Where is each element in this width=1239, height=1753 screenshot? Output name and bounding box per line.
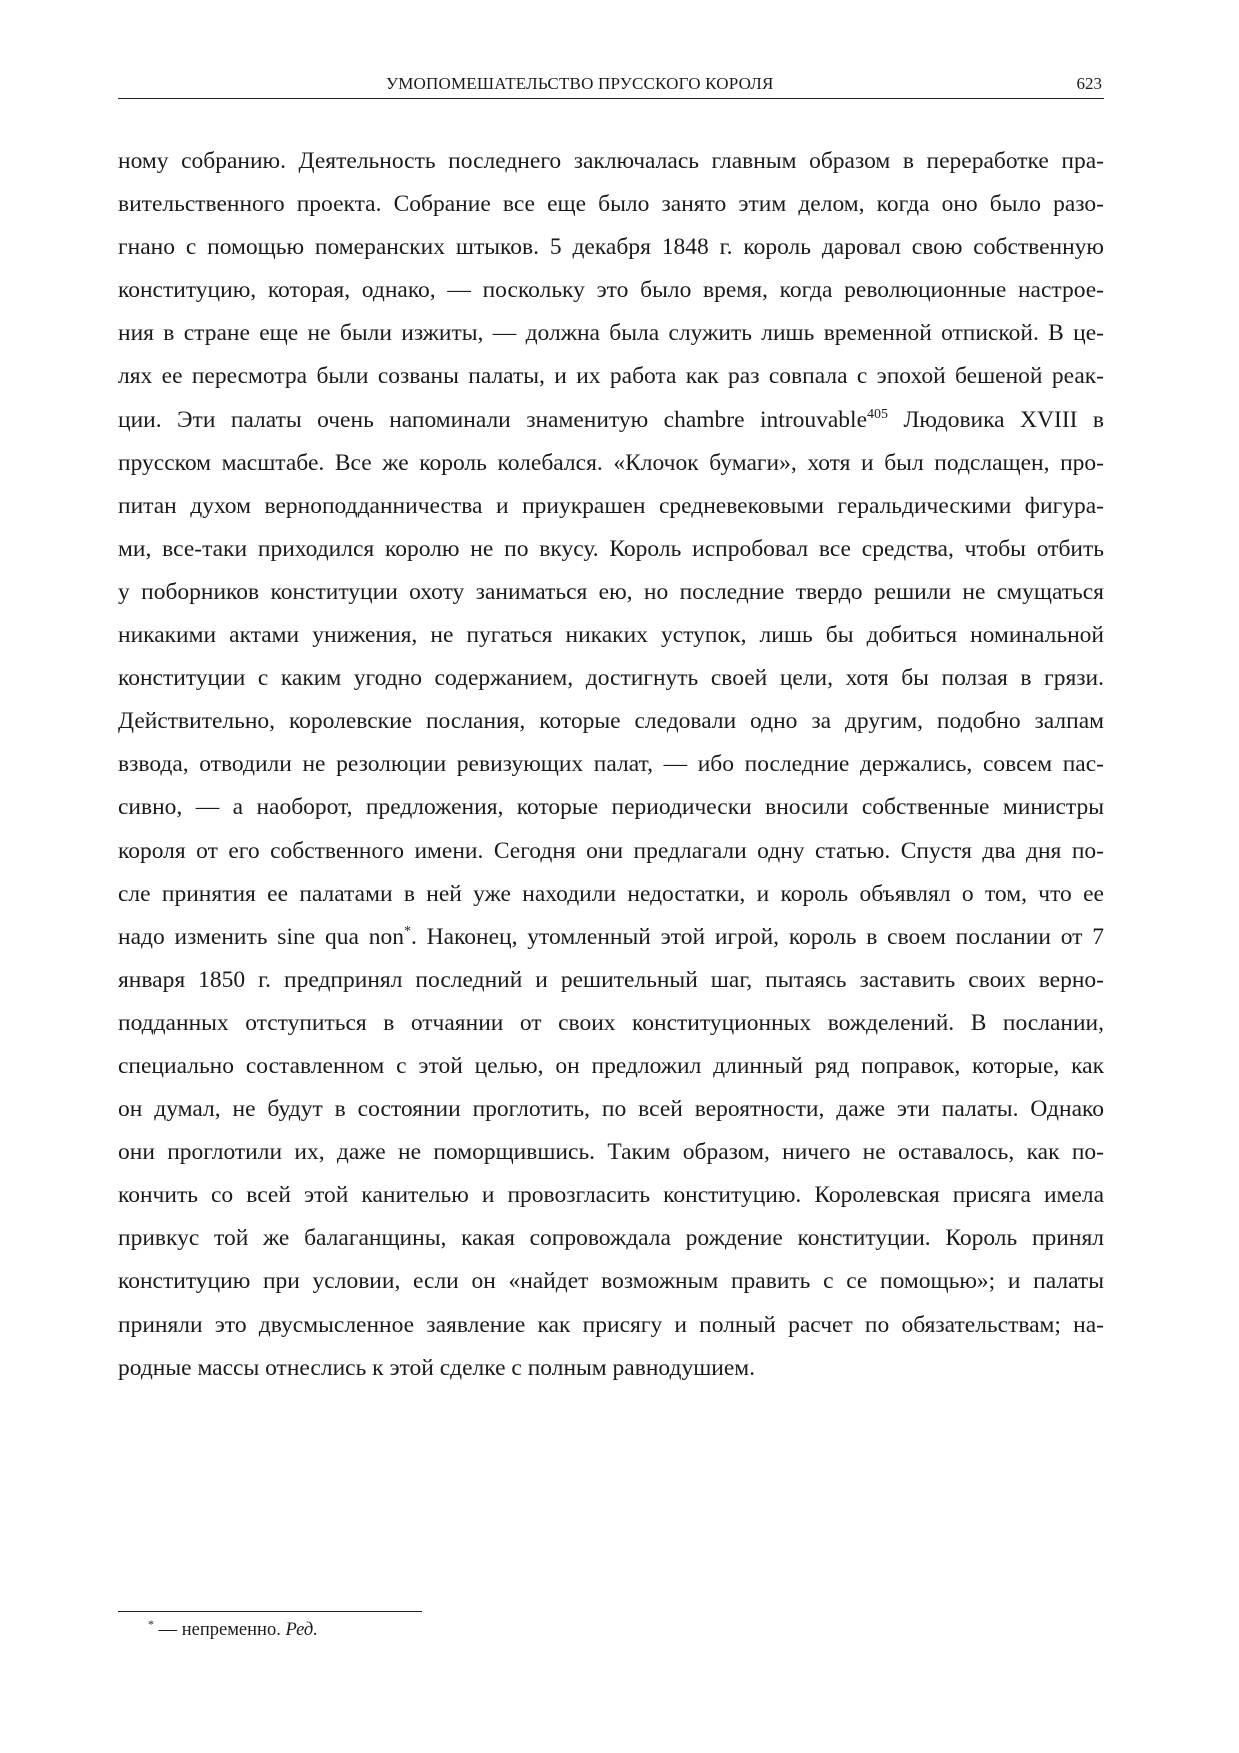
text-line: вительственного проекта. Собрание все еще было занято этим делом, когда оно было разо- — [118, 191, 1104, 218]
text-line: конституцию при условии, если он «найдет возможным править с се помощью»; и палаты — [118, 1268, 1104, 1295]
text-line: ному собранию. Деятельность последнего заключалась главным образом в переработке пра- — [118, 148, 1104, 174]
text-segment: надо изменить sine qua non — [118, 923, 404, 950]
endnote-ref: 405 — [867, 406, 888, 422]
page-number: 623 — [1076, 74, 1102, 93]
footnote-ref: * — [403, 923, 411, 939]
text-line: короля от его собственного имени. Сегодня они предлагали одну статью. Спустя два дня по- — [118, 837, 1104, 864]
text-line: у поборников конституции охоту заниматься ею, но последние твердо решили не смущаться — [118, 578, 1104, 605]
text-line: родные массы отнеслись к этой сделке с полным равнодушием. — [118, 1354, 756, 1381]
main-text — [118, 140, 1104, 1390]
text-line: сивно, — а наоборот, предложения, которые периодически вносили собственные министры — [118, 794, 1104, 821]
text-line-with-note — [118, 399, 1104, 442]
text-line: конституции с каким угодно содержанием, достигнуть своей цели, хотя бы ползая в грязи. — [118, 665, 1104, 692]
text-line: ми, все-таки приходился королю не по вкусу. Король испробовал все средства, чтобы отбить — [118, 535, 1104, 562]
running-header — [118, 72, 1104, 99]
text-segment: . Наконец, утомленный этой игрой, король в своем послании от 7 — [410, 923, 1104, 950]
text-line: питан духом верноподданничества и приукрашен средневековыми геральдическими фигура- — [118, 492, 1104, 519]
text-line: они проглотили их, даже не поморщившись. Таким образом, ничего не оставалось, как по- — [118, 1139, 1104, 1166]
text-line: ния в стране еще не были изжиты, — должна была служить лишь временной отпиской. В це- — [118, 320, 1104, 347]
text-line: подданных отступиться в отчаянии от своих конституционных вожделений. В послании, — [118, 1009, 1104, 1036]
text-line: Действительно, королевские послания, которые следовали одно за другим, подобно залпам — [118, 708, 1104, 735]
text-line: специально составленном с этой целью, он предложил длинный ряд поправок, которые, как — [118, 1052, 1104, 1079]
text-segment: ции. Эти палаты очень напоминали знаменитую chambre introuvable — [118, 406, 867, 433]
running-title: УМОПОМЕШАТЕЛЬСТВО ПРУССКОГО КОРОЛЯ — [386, 74, 774, 93]
text-line-with-note — [118, 916, 1104, 959]
text-segment: Людовика XVIII в — [888, 406, 1104, 433]
text-line: привкус той же балаганщины, какая сопровождала рождение конституции. Король принял — [118, 1225, 1104, 1252]
text-line: взвода, отводили не резолюции ревизующих палат, — ибо последние держались, совсем пас- — [118, 751, 1104, 778]
footnote-marker: * — [148, 1617, 154, 1631]
text-line: гнано с помощью померанских штыков. 5 декабря 1848 г. король даровал свою собственную — [118, 234, 1104, 261]
footnote — [148, 1617, 318, 1641]
text-line: он думал, не будут в состоянии проглотить, по всей вероятности, даже эти палаты. Однако — [118, 1096, 1104, 1123]
footnote-text: — непременно. — [154, 1620, 286, 1640]
text-line: никакими актами унижения, не пугаться никаких уступок, лишь бы добиться номинальной — [118, 622, 1104, 649]
text-line: приняли это двусмысленное заявление как присягу и полный расчет по обязательствам; на- — [118, 1311, 1104, 1338]
text-line: сле принятия ее палатами в ней уже находили недостатки, и король объявлял о том, что ее — [118, 880, 1104, 907]
text-line: прусском масштабе. Все же король колебался. «Клочок бумаги», хотя и был подслащен, про- — [118, 449, 1104, 476]
footnote-divider — [118, 1611, 422, 1612]
footnote-editor-mark: Ред. — [285, 1620, 318, 1640]
text-line: конституцию, которая, однако, — поскольку это было время, когда революционные настрое- — [118, 277, 1104, 304]
text-line: января 1850 г. предпринял последний и решительный шаг, пытаясь заставить своих верно- — [118, 966, 1104, 993]
text-line: лях ее пересмотра были созваны палаты, и их работа как раз совпала с эпохой бешеной реак- — [118, 363, 1104, 390]
text-line: кончить со всей этой канителью и провозгласить конституцию. Королевская присяга имела — [118, 1182, 1104, 1209]
